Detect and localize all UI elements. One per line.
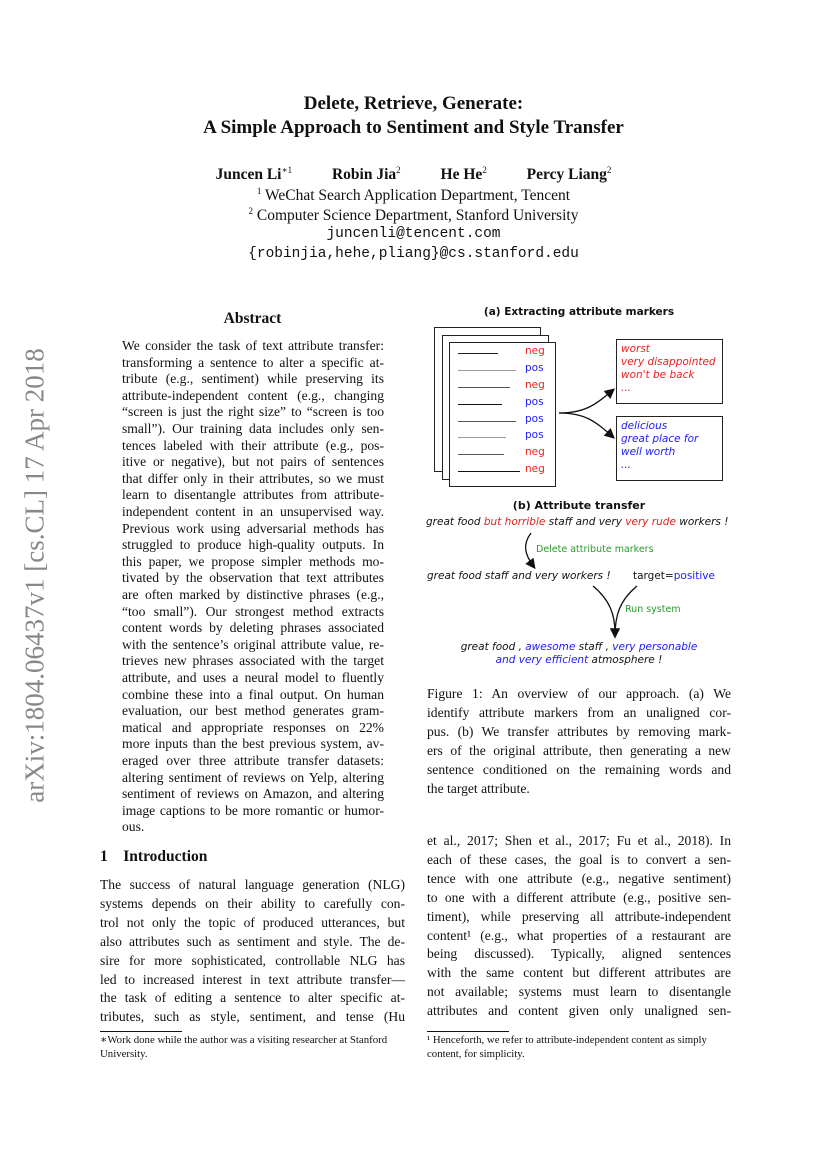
text-line: learn to disentangle attributes from attribute- (122, 487, 384, 503)
author: Juncen $Li^{∗1}$ (215, 165, 293, 184)
title-line-1: Delete, Retrieve, Generate: (303, 93, 524, 114)
text-line: evaluation, our best method generates gram- (122, 703, 384, 719)
text-line: being discussed). Typically, aligned sentences (427, 946, 731, 962)
target-attribute: target=positive (633, 570, 715, 582)
output-line-2: and very efficient atmosphere ! (495, 654, 663, 666)
attribute-label: pos (525, 429, 544, 441)
text-line: sentiment of reviews on Amazon, and altering (122, 786, 384, 802)
text-line: tivated by the observation that text attributes (122, 570, 384, 586)
text-line: content¹ (e.g., what properties of a restaurant are (427, 927, 731, 943)
text-line: sire for more sophisticated, controllable NLG has (100, 952, 405, 968)
text-line: independent content in an unsupervised way. (122, 504, 384, 519)
text-line: systems depends on their ability to carefully con- (100, 895, 405, 911)
text-line: altering sentiment of reviews on Yelp, altering (122, 769, 384, 785)
abstract-heading: Abstract (223, 310, 282, 327)
title-line-2: A Simple Approach to Sentiment and Style Transfer (203, 117, 624, 138)
author: Percy Liang$^2$ (526, 165, 612, 184)
pos-markers-box: delicious great place for well worth ... (616, 416, 723, 481)
text-line: itive or negative), but not pairs of sentences (122, 454, 384, 470)
text-line: trol not only the topic of produced utterances, but (100, 914, 405, 930)
footnote-rule (427, 1031, 509, 1032)
text-line: The success of natural language generation (NLG) (100, 877, 405, 892)
text-line: the target attribute. (427, 780, 530, 796)
neg-markers-box: worst very disappointed won't be back ... (616, 339, 723, 404)
text-line: led to increased interest in text attribute transfer— (100, 971, 405, 987)
text-line: attribute-independent content (e.g., changing (122, 387, 384, 403)
text-line: tributes, such as style, sentiment, and tense (Hu (100, 1009, 405, 1025)
text-line: that differ only in their attributes, so we must (122, 470, 384, 486)
text-line: ous. (122, 819, 145, 835)
figure-a-title: (a) Extracting attribute markers (483, 306, 675, 318)
text-line: eraged over three attribute transfer datasets: (122, 753, 384, 768)
attribute-label: pos (525, 413, 544, 425)
text-line: sentence conditioned on the remaining words and (427, 761, 731, 777)
author: Robin Jia$^2$ (331, 165, 401, 184)
text-line: “too small”). Our strongest method extracts (122, 603, 384, 619)
text-line: matical and appropriate responses on 22% (122, 719, 384, 735)
footnote: ¹ Henceforth, we refer to attribute-independent content as simply content, for simplicity. (427, 1034, 707, 1060)
text-line: ers of the original attribute, then generating a new (427, 742, 731, 758)
text-line: each of these cases, the goal is to convert a sen- (427, 851, 731, 867)
affiliation: $^1$ WeChat Search Application Department, Tencent (256, 186, 571, 205)
text-line: tence with one attribute (e.g., negative sentiment) (427, 870, 731, 886)
run-step-label: Run system (625, 604, 681, 615)
text-line: the task of editing a sentence to alter specific at- (100, 990, 405, 1006)
footnote: ∗Work done while the author was a visiting researcher at Stanford University. (100, 1034, 388, 1060)
text-line: small”). Our training data includes only sen- (122, 421, 384, 436)
attribute-label: pos (525, 362, 544, 374)
text-line: combine these into a final output. On human (122, 686, 384, 702)
text-line: content words by deleting phrases associated (122, 620, 384, 636)
attribute-label: neg (525, 446, 545, 458)
text-line: more inputs than the best previous system, av- (122, 736, 384, 752)
text-line: Figure 1: An overview of our approach. (a) We (427, 686, 731, 701)
text-line: struggled to produce high-quality outputs. In (122, 537, 384, 553)
email: juncenli@tencent.com (326, 226, 501, 242)
text-line: are often marked by distinctive phrases (e.g., (122, 587, 384, 602)
email: {robinjia,hehe,pliang}@cs.stanford.edu (248, 246, 579, 262)
output-line-1: great food , awesome staff , very personable (460, 641, 698, 653)
author: He He$^2$ (440, 165, 487, 184)
delete-step-label: Delete attribute markers (536, 544, 654, 555)
text-line: this paper, we propose simpler methods mo- (122, 553, 384, 569)
text-line: with the sentence’s original attribute value, re- (122, 636, 384, 652)
intro-heading: 1 Introduction (100, 848, 208, 865)
attribute-label: neg (525, 463, 545, 475)
text-line: attribute, and uses a neural model to fluently (122, 670, 384, 685)
text-line: et al., 2017; Shen et al., 2017; Fu et al., 2018). In (427, 833, 731, 848)
text-line: with the same content but different attributes are (427, 965, 731, 981)
text-line: transforming a sentence to alter a specific at- (122, 354, 384, 370)
text-line: image captions to be more romantic or humor- (122, 802, 384, 818)
text-line: We consider the task of text attribute transfer: (122, 338, 384, 353)
text-line: to one with a different attribute (e.g., positive sen- (427, 889, 731, 905)
text-line: Previous work using adversarial methods has (122, 520, 384, 536)
text-line: also attributes such as sentiment and style. The de- (100, 933, 405, 949)
content-sentence: great food staff and very workers ! (427, 570, 611, 582)
text-line: timent), while preserving all attribute-independent (427, 908, 731, 924)
text-line: tribute (e.g., sentiment) while preserving its (122, 371, 384, 387)
attribute-label: neg (525, 379, 545, 391)
text-line: not available; systems must learn to disentangle (427, 984, 731, 1000)
text-line: attributes and content given only unaligned sen- (427, 1003, 731, 1019)
text-line: identify attribute markers from an unaligned cor- (427, 704, 731, 720)
text-line: pus. (b) We transfer attributes by removing mark- (427, 723, 731, 739)
text-line: “screen is just the right size” to “screen is too (122, 404, 384, 420)
arxiv-sidebar-id: arXiv:1804.06437v1 [cs.CL] 17 Apr 2018 (19, 348, 50, 803)
attribute-label: pos (525, 396, 544, 408)
footnote-rule (100, 1031, 182, 1032)
figure-b-title: (b) Attribute transfer (512, 499, 646, 512)
attribute-label: neg (525, 345, 545, 357)
text-line: tences labeled with their attribute (e.g., pos- (122, 437, 384, 453)
text-line: trieves new phrases associated with the target (122, 653, 384, 669)
affiliation: $^2$ Computer Science Department, Stanford University (248, 206, 579, 225)
source-sentence: great food but horrible staff and very very rude workers ! (426, 516, 729, 528)
